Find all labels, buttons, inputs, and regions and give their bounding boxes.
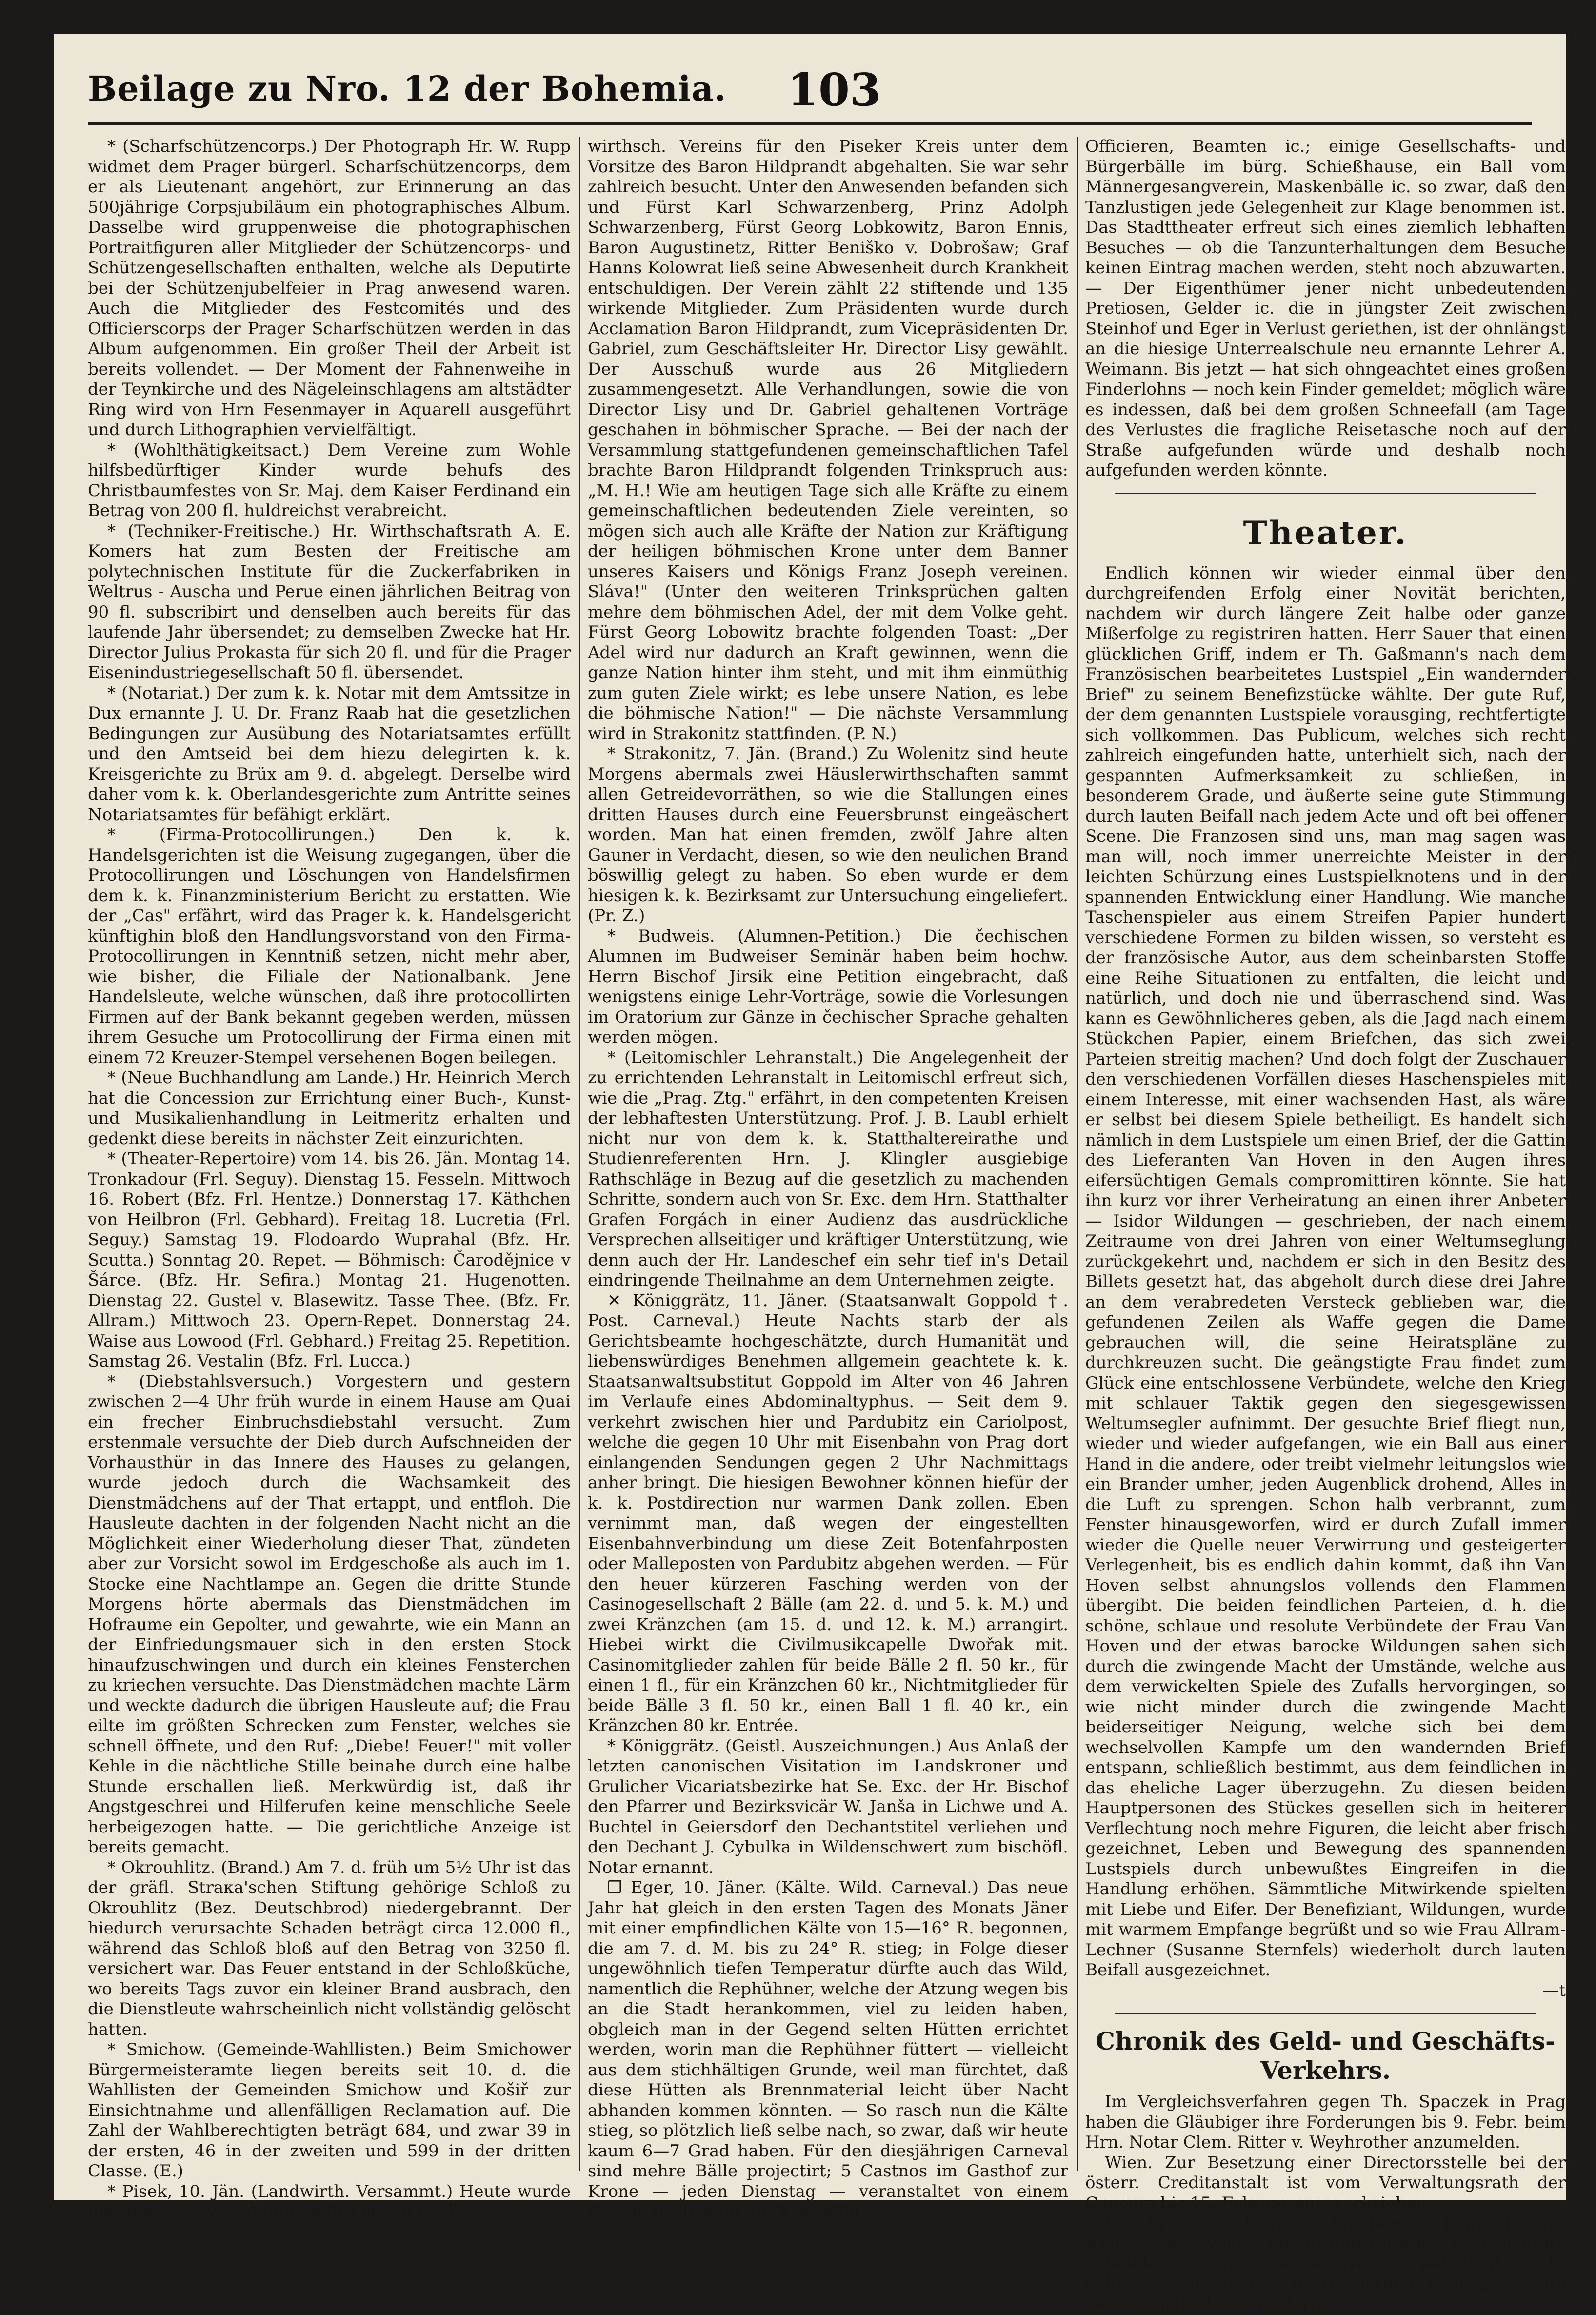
column-rule <box>579 137 580 2171</box>
chronik-presse-bankactionaere: Die „Presse" meldet, eine Fraction der Bankactionäre wolle die vom Finanzministerium beabsichtigte Schmälerung der Dividende (von 30 auf 28 fl.) nicht gelten lassen, sondern im Gegentheil 32 fl. als zweite Semestraldividende fordern. <box>1085 2214 1566 2314</box>
column-2 <box>588 137 1068 2221</box>
page-header <box>88 54 1532 127</box>
header-title: Beilage zu Nro. 12 der Bohemia. <box>88 68 727 109</box>
article-pisek-continued: wirthsch. Vereins für den Piseker Kreis unter dem Vorsitze des Baron Hildprandt abgehalten. Sie war sehr zahlreich besucht. Unter den Anwesenden befanden sich und Fürst Karl Schwarzenberg, Prinz Adolph Schwarzenberg, Fürst Georg Lobkowitz, Baron Ennis, Baron Augustinetz, Ritter Beniško v. Dobrošaw; Graf Hanns Kolowrat ließ seine Abwesenheit durch Krankheit entschuldigen. Der Verein zählt 22 stiftende und 135 wirkende Mitglieder. Zum Präsidenten wurde durch Acclamation Baron Hildprandt, zum Vicepräsidenten Dr. Gabriel, zum Geschäftsleiter Hr. Director Lisy gewählt. Der Ausschuß wurde aus 26 Mitgliedern zusammengesetzt. Alle Verhandlungen, sowie die von Director Lisy und Dr. Gabriel gehaltenen Vorträge geschahen in böhmischer Sprache. — Bei der nach der Versammlung stattgefundenen gemeinschaftlichen Tafel brachte Baron Hildprandt folgenden Trinkspruch aus: „M. H.! Wie am heutigen Tage sich alle Kräfte zu einem gemeinschaftlichen bedeutenden Ziele vereinten, so mögen sich auch alle Kräfte der Nation zur Kräftigung der heiligen böhmischen Krone unter dem Banner unseres Kaisers und Königs Franz Joseph vereinen. Sláva!" (Unter den weiteren Trinksprüchen galten mehre dem böhmischen Adel, der mit dem Volke geht. Fürst Georg Lobowitz brachte folgenden Toast: „Der Adel wird nur dadurch an Kraft gewinnen, wenn die ganze Nation hinter ihm steht, und mit ihm einmüthig zum guten Ziele wirkt; es lebe unsere Nation, es lebe die böhmische Nation!" — Die nächste Versammlung wird in Strakonitz stattfinden. (P. N.) <box>588 137 1068 744</box>
column-3 <box>1085 137 1566 2314</box>
article-koeniggraetz-auszeichnungen: * Königgrätz. (Geistl. Auszeichnungen.) Aus Anlaß der letzten canonischen Visitation im Landskroner und Grulicher Vicariatsbezirke hat Se. Exc. der Hr. Bischof den Pfarrer und Bezirksvicär W. Janša in Lichwe und A. Buchtel in Geiersdorf den Dechantstitel verliehen und den Dechant J. Cybulka in Wildenschwert zum bischöfl. Notar ernannt. <box>588 1736 1068 1877</box>
article-okrouhlitz-brand: * Okrouhlitz. (Brand.) Am 7. d. früh um 5½ Uhr ist das der gräfl. Strака'schen Stiftung gehörige Schloß zu Okrouhlitz (Bez. Deutschbrod) niedergebrannt. Der hiedurch verursachte Schaden beträgt circa 12.000 fl., während das Schloß bloß auf den Betrag von 3250 fl. versichert war. Das Feuer entstand in der Schloßküche, wo bereits Tags zuvor ein kleiner Brand ausbrach, den die Dienstleute wahrscheinlich nicht vollständig gelöscht hatten. <box>88 1857 571 2039</box>
article-smichow-wahllisten: * Smichow. (Gemeinde-Wahllisten.) Beim Smichower Bürgermeisteramte liegen bereits seit 10. d. die Wahllisten der Gemeinden Smichow und Košiř zur Einsichtnahme und allenfälligen Reclamation auf. Die Zahl der Wahlberechtigten beträgt 684, und zwar 39 in der ersten, 46 in der zweiten und 599 in der dritten Classe. (E.) <box>88 2040 571 2181</box>
chronik-wien-creditanstalt: Wien. Zur Besetzung einer Directorsstelle bei der österr. Creditanstalt ist vom Verwaltungsrath der Concurs bis 15. Februar ausgeschrieben. <box>1085 2153 1566 2213</box>
column-1 <box>88 137 571 2221</box>
chronik-vergleichsverfahren: Im Vergleichsverfahren gegen Th. Spaczek in Prag haben die Gläubiger ihre Forderungen bis 9. Febr. beim Hrn. Notar Clem. Ritter v. Weyhrother anzumelden. <box>1085 2092 1566 2152</box>
section-divider <box>1115 493 1536 494</box>
header-rule <box>88 122 1532 125</box>
article-strakonitz-brand: * Strakonitz, 7. Jän. (Brand.) Zu Wolenitz sind heute Morgens abermals zwei Häuslerwirthschaften sammt allen Getreidevorräthen, so wie die Stallungen eines dritten Hauses durch eine Feuersbrunst eingeäschert worden. Man hat einen fremden, zwölf Jahre alten Gauner in Verdacht, diesen, so wie den neulichen Brand böswillig gelegt zu haben. So eben wurde er dem hiesigen k. k. Bezirksamt zur Untersuchung eingeliefert. (Pr. Z.) <box>588 744 1068 926</box>
article-scharfschuetzen: * (Scharfschützencorps.) Der Photograph Hr. W. Rupp widmet dem Prager bürgerl. Scharfschützencorps, dem er als Lieutenant angehört, zur Erinnerung an das 500jährige Corpsjubiläum ein photographisches Album. Dasselbe wird gruppenweise die photographischen Portraitfiguren aller Mitglieder der Schützencorps- und Schützengesellschaften enthalten, welche als Deputirte bei der Schützenjubelfeier in Prag anwesend waren. Auch die Mitglieder des Festcomités und des Officierscorps der Prager Scharfschützen werden in das Album aufgenommen. Ein großer Theil der Arbeit ist bereits vollendet. — Der Moment der Fahnenweihe in der Teynkirche und des Nägeleinschlagens am altstädter Ring wird von Hrn Fesenmayer in Aquarell ausgeführt und durch Lithographien vervielfältigt. <box>88 137 571 440</box>
theater-signature: —t <box>1542 1980 1566 2000</box>
article-buchhandlung: * (Neue Buchhandlung am Lande.) Hr. Heinrich Merch hat die Concession zur Errichtung einer Buch-, Kunst- und Musikalienhandlung in Leitmeritz erhalten und gedenkt diese bereits in nächster Zeit einzurichten. <box>88 1068 571 1148</box>
article-firma-protocollirungen: * (Firma-Protocollirungen.) Den k. k. Handelsgerichten ist die Weisung zugegangen, über die Protocollirungen und Löschungen von Handelsfirmen dem k. k. Finanzministerium Bericht zu erstatten. Wie der „Cas" erfährt, wird das Prager k. k. Handelsgericht künftighin bloß den Handlungsvorstand von den Firma-Protocollirungen in Kenntniß setzen, nicht mehr aber, wie bisher, die Filiale der Nationalbank. Jene Handelsleute, welche wünschen, daß ihre protocollirten Firmen auf der Bank bekannt gegeben werden, müssen ihrem Gesuche um Protocollirung der Firma einen mit einem 72 Kreuzer-Stempel versehenen Bogen beilegen. <box>88 825 571 1067</box>
page-number: 103 <box>787 63 881 116</box>
theater-heading: Theater. <box>1243 513 1408 552</box>
theater-review: Endlich können wir wieder einmal über den durchgreifenden Erfolg einer Novität berichten, nachdem wir durch längere Zeit halbe oder ganze Mißerfolge zu registriren hatten. Herr Sauer that einen glücklichen Griff, indem er Th. Gaßmann's nach dem Französischen bearbeitetes Lustspiel „Ein wandernder Brief" zu seinem Benefizstücke wählte. Der gute Ruf, der dem genannten Lustspiele vorausging, rechtfertigte sich vollkommen. Das Publicum, welches sich recht zahlreich eingefunden hatte, unterhielt sich, nach der gespannten Aufmerksamkeit zu schließen, in besonderem Grade, und äußerte seine gute Stimmung durch lauten Beifall nach jedem Acte und oft bei offener Scene. Die Franzosen sind uns, man mag sagen was man will, noch immer unerreichte Meister in der leichten Schürzung eines Lustspielknotens und in der spannenden Entwicklung einer Handlung. Wie manche Taschenspieler aus einem Streifen Papier hundert verschiedene Formen zu bilden wissen, so versteht es der französische Autor, aus dem scheinbarsten Stoffe eine Reihe Situationen zu entfalten, die leicht und natürlich, und doch nie und überraschend sind. Was kann es Gewöhnlicheres geben, als die Jagd nach einem Stückchen Papier, einem Briefchen, das sich zwei Parteien streitig machen? Und doch folgt der Zuschauer den verschiedenen Vorfällen dieses Haschenspieles mit einem Interesse, mit einer wachsenden Hast, als wäre er selbst bei diesem Spiele betheiligt. Es handelt sich nämlich in dem Lustspiele um einen Brief, der die Gattin des Lieferanten Van Hoven in den Augen ihres eifersüchtigen Gemals compromittiren könnte. Sie hat ihn kurz vor ihrer Verheiratung an einen ihrer Anbeter — Isidor Wildungen — geschrieben, der nach einem Zeitraume von drei Jahren von einer Weltumseglung zurückgekehrt und, nachdem er sich in den Besitz des Billets gesetzt hat, das abgeholt durch diese drei Jahre an dem verabredeten Versteck geblieben war, die gefundenen Zeilen als Waffe gegen die Dame gebrauchen will, die seine Heiratspläne zu durchkreuzen sucht. Die geängstigte Frau findet zum Glück eine entschlossene Verbündete, welche den Krieg mit schlauer Taktik gegen den siegesgewissen Weltumsegler aufnimmt. Der gesuchte Brief fliegt nun, wieder und wieder aufgefangen, wie ein Ball aus einer Hand in die andere, oder treibt vielmehr leitungslos wie ein Brander umher, jeden Augenblick drohend, Alles in die Luft zu sprengen. Schon halb verbrannt, zum Fenster hinausgeworfen, wird er durch Zufall immer wieder die Quelle neuer Verwirrung und gesteigerter Verlegenheit, bis es endlich dahin kommt, daß ihn Van Hoven selbst ahnungslos vollends den Flammen übergibt. Die beiden feindlichen Parteien, d. h. die schöne, schlaue und resolute Verbündete der Frau Van Hoven und der etwas barocke Wildungen sahen sich durch die zwingende Macht der Umstände, welche aus dem verwickelten Spiele des Zufalls hervorgingen, so wie nicht minder durch die zwingende Macht beiderseitiger Neigung, welche sich bei dem wechselvollen Kampfe um den wandernden Brief entspann, schließlich bestimmt, aus dem feindlichen in das eheliche Lager überzugehn. Zu diesen beiden Hauptpersonen des Stückes gesellen sich in heiterer Verflechtung noch mehre Figuren, die leicht aber frisch gezeichnet, Leben und Bewegung des spannenden Lustspiels durch unbewußtes Eingreifen in die Handlung erhöhen. Sämmtliche Mitwirkende spielten mit Liebe und Eifer. Der Benefiziant, Wildungen, wurde mit warmem Empfange begrüßt und so wie Frau Allram-Lechner (Susanne Sternfels) wiederholt durch lauten Beifall ausgezeichnet. <box>1085 563 1566 1980</box>
section-divider <box>1115 2013 1536 2014</box>
chronik-heading: Chronik des Geld- und Geschäfts-Verkehrs. <box>1096 2027 1556 2085</box>
article-budweis-petition: * Budweis. (Alumnen-Petition.) Die čechischen Alumnen im Budweiser Seminär haben beim hochw. Herrn Bischof Jirsik eine Petition eingebracht, daß wenigstens einige Lehr-Vorträge, sowie die Vorlesungen im Oratorium zur Gänze in čechischer Sprache gehalten werden mögen. <box>588 926 1068 1047</box>
article-pisek-versammlung: * Pisek, 10. Jän. (Landwirth. Versammt.) Heute wurde hier die erste Versammlung des neuen land- <box>88 2181 571 2221</box>
article-theater-repertoire: * (Theater-Repertoire) vom 14. bis 26. Jän. Montag 14. Tronkadour (Frl. Seguy). Dienstag 15. Fesseln. Mittwoch 16. Robert (Bfz. Frl. Hentze.) Donnerstag 17. Käthchen von Heilbron (Frl. Gebhard). Freitag 18. Lucretia (Frl. Seguy.) Samstag 19. Flodoardo Wuprahal (Bfz. Hr. Scutta.) Sonntag 20. Repet. — Böhmisch: Čarodějnice v Šárce. (Bfz. Hr. Sefira.) Montag 21. Hugenotten. Dienstag 22. Gustel v. Blasewitz. Tasse Thee. (Bfz. Fr. Allram.) Mittwoch 23. Opern-Repet. Donnerstag 24. Waise aus Lowood (Frl. Gebhard.) Freitag 25. Repetition. Samstag 26. Vestalin (Bfz. Frl. Lucca.) <box>88 1149 571 1371</box>
article-koeniggraetz-staatsanwalt: ✕ Königgrätz, 11. Jäner. (Staatsanwalt Goppold †. Post. Carneval.) Heute Nachts starb der als Gerichtsbeamte hochgeschätzte, durch Humanität und liebenswürdiges Benehmen allgemein geachtete k. k. Staatsanwaltsubstitut Goppold im Alter von 46 Jahren im Verlaufe eines Abdominaltyphus. — Seit dem 9. verkehrt zwischen hier und Pardubitz ein Cariolpost, welche die gegen 10 Uhr mit Eisenbahn von Prag dort einlangenden Sendungen gegen 2 Uhr Nachmittags anher bringt. Die hiesigen Bewohner können hiefür der k. k. Postdirection nur warmen Dank zollen. Eben vernimmt man, daß wegen der eingestellten Eisenbahnverbindung um diese Zeit Botenfahrposten oder Malleposten von Pardubitz abgehen werden. — Für den heuer kürzeren Fasching werden von der Casinogesellschaft 2 Bälle (am 22. d. und 5. k. M.) und zwei Kränzchen (am 15. d. und 12. k. M.) arrangirt. Hiebei wirkt die Civilmusikcapelle Dwořak mit. Casinomitglieder zahlen für beide Bälle 2 fl. 50 kr., für einen 1 fl., für ein Kränzchen 60 kr., Nichtmitglieder für beide Bälle 3 fl. 50 kr., einen Ball 1 fl. 40 kr., ein Kränzchen 80 kr. Entrée. <box>588 1290 1068 1735</box>
article-notariat: * (Notariat.) Der zum k. k. Notar mit dem Amtssitze in Dux ernannte J. U. Dr. Franz Raab hat die gesetzlichen Bedingungen zur Ausübung des Notariatsamtes erfüllt und den Amtseid bei dem hiezu delegirten k. k. Kreisgerichte zu Brüx am 9. d. abgelegt. Derselbe wird daher vom k. k. Oberlandesgerichte zum Antritte seines Notariatsamtes für befähigt erklärt. <box>88 683 571 825</box>
column-rule <box>1077 137 1078 2171</box>
article-techniker-freitische: * (Techniker-Freitische.) Hr. Wirthschaftsrath A. E. Komers hat zum Besten der Freitische am polytechnischen Institute für die Zuckerfabriken in Weltrus - Auscha und Perue einen jährlichen Beitrag von 90 fl. subscribirt und denselben auch bereits für das laufende Jahr übersendet; zu demselben Zwecke hat Hr. Director Julius Prokasta für sich 20 fl. und für die Prager Eisenindustriegesellschaft 50 fl. übersendet. <box>88 521 571 683</box>
article-wohlthaetigkeit: * (Wohlthätigkeitsact.) Dem Vereine zum Wohle hilfsbedürftiger Kinder wurde behufs des Christbaumfestes von Sr. Maj. dem Kaiser Ferdinand ein Betrag von 200 fl. huldreichst verabreicht. <box>88 440 571 521</box>
article-eger-kaelte: ❒ Eger, 10. Jäner. (Kälte. Wild. Carneval.) Das neue Jahr hat gleich in den ersten Tagen des Monats Jäner mit einer empfindlichen Kälte von 15—16° R. begonnen, die am 7. d. M. bis zu 24° R. stieg; in Folge dieser ungewöhnlich tiefen Temperatur dürfte auch das Wild, namentlich die Rephühner, welche der Atzung wegen bis an die Stadt herankommen, viel zu leiden haben, obgleich man in der Gegend selten Hütten errichtet werden, worin man die Rephühner füttert — vielleicht aus dem stichhältigen Grunde, weil man fürchtet, daß diese Hütten als Brennmaterial leicht über Nacht abhanden kommen könnten. — So rasch nun die Kälte stieg, so plötzlich ließ selbe nach, so zwar, daß wir heute kaum 6—7 Grad haben. Für den diesjährigen Carneval sind mehre Bälle projectirt; 5 Castnos im Gasthof zur Krone — jeden Dienstag — veranstaltet von einem Comité bestehend aus k. k. Milit. <box>588 1878 1068 2221</box>
newspaper-page <box>54 34 1566 2314</box>
article-diebstahlsversuch: * (Diebstahlsversuch.) Vorgestern und gestern zwischen 2—4 Uhr früh wurde in einem Hause am Quai ein frecher Einbruchsdiebstahl versucht. Zum erstenmale versuchte der Dieb durch Aufschneiden der Vorhausthür in das Innere des Hauses zu gelangen, wurde jedoch durch die Wachsamkeit des Dienstmädchens auf der That ertappt, und entfloh. Die Hausleute dachten in der folgenden Nacht nicht an die Möglichkeit einer Wiederholung dieser That, zündeten aber zur Vorsicht sowol im Erdgeschoße als auch im 1. Stocke eine Nachtlampe an. Gegen die dritte Stunde Morgens hörte abermals das Dienstmädchen im Hofraume ein Gepolter, und gewahrte, wie ein Mann an der Einfriedungsmauer sich in den ersten Stock hinaufzuschwingen und durch ein kleines Fensterchen zu kriechen versuchte. Das Dienstmädchen machte Lärm und weckte dadurch die übrigen Hausleute auf; die Frau eilte im größten Schrecken zum Fenster, welches sie schnell öffnete, und den Ruf: „Diebe! Feuer!" mit voller Kehle in die nächtliche Stille beinahe durch eine halbe Stunde erschallen ließ. Merkwürdig ist, daß ihr Angstgeschrei und Hilferufen keine menschliche Seele herbeigezogen hatte. — Die gerichtliche Anzeige ist bereits gemacht. <box>88 1371 571 1857</box>
article-leitomischl-lehranstalt: * (Leitomischler Lehranstalt.) Die Angelegenheit der zu errichtenden Lehranstalt in Leitomischl erfreut sich, wie die „Prag. Ztg." erfährt, in den competenten Kreisen der lebhaftesten Unterstützung. Prof. J. B. Laubl erhielt nicht nur von dem k. k. Statthaltereirathe und Studienreferenten Hrn. J. Klingler ausgiebige Rathschläge in Bezug auf die gesetzlich zu machenden Schritte, sondern auch von Sr. Exc. dem Hrn. Statthalter Grafen Forgách in einer Audienz das ausdrückliche Versprechen allseitiger und kräftiger Unterstützung, wie denn auch der Hr. Landeschef ein sehr tief in's Detail eindringende Theilnahme an dem Unternehmen zeigte. <box>588 1047 1068 1290</box>
article-eger-continued: Officieren, Beamten ic.; einige Gesellschafts- und Bürgerbälle im bürg. Schießhause, ein Ball vom Männergesangverein, Maskenbälle ic. so zwar, daß den Tanzlustigen jede Gelegenheit zur Klage benommen ist. Das Stadttheater erfreut sich eines ziemlich lebhaften Besuches — ob die Tanzunterhaltungen dem Besuche keinen Eintrag machen werden, steht noch abzuwarten. — Der Eigenthümer jener nicht unbedeutenden Pretiosen, Gelder ic. die in jüngster Zeit zwischen Steinhof und Eger in Verlust geriethen, ist der ohnlängst an die hiesige Unterrealschule neu ernannte Lehrer A. Weimann. Bis jetzt — hat sich ohngeachtet eines großen Finderlohns — noch kein Finder gemeldet; möglich wäre es indessen, daß bei dem großen Schneefall (am Tage des Verlustes die fragliche Reisetasche noch auf der Straße aufgefunden würde und deshalb noch aufgefunden werden könnte. <box>1085 137 1566 480</box>
